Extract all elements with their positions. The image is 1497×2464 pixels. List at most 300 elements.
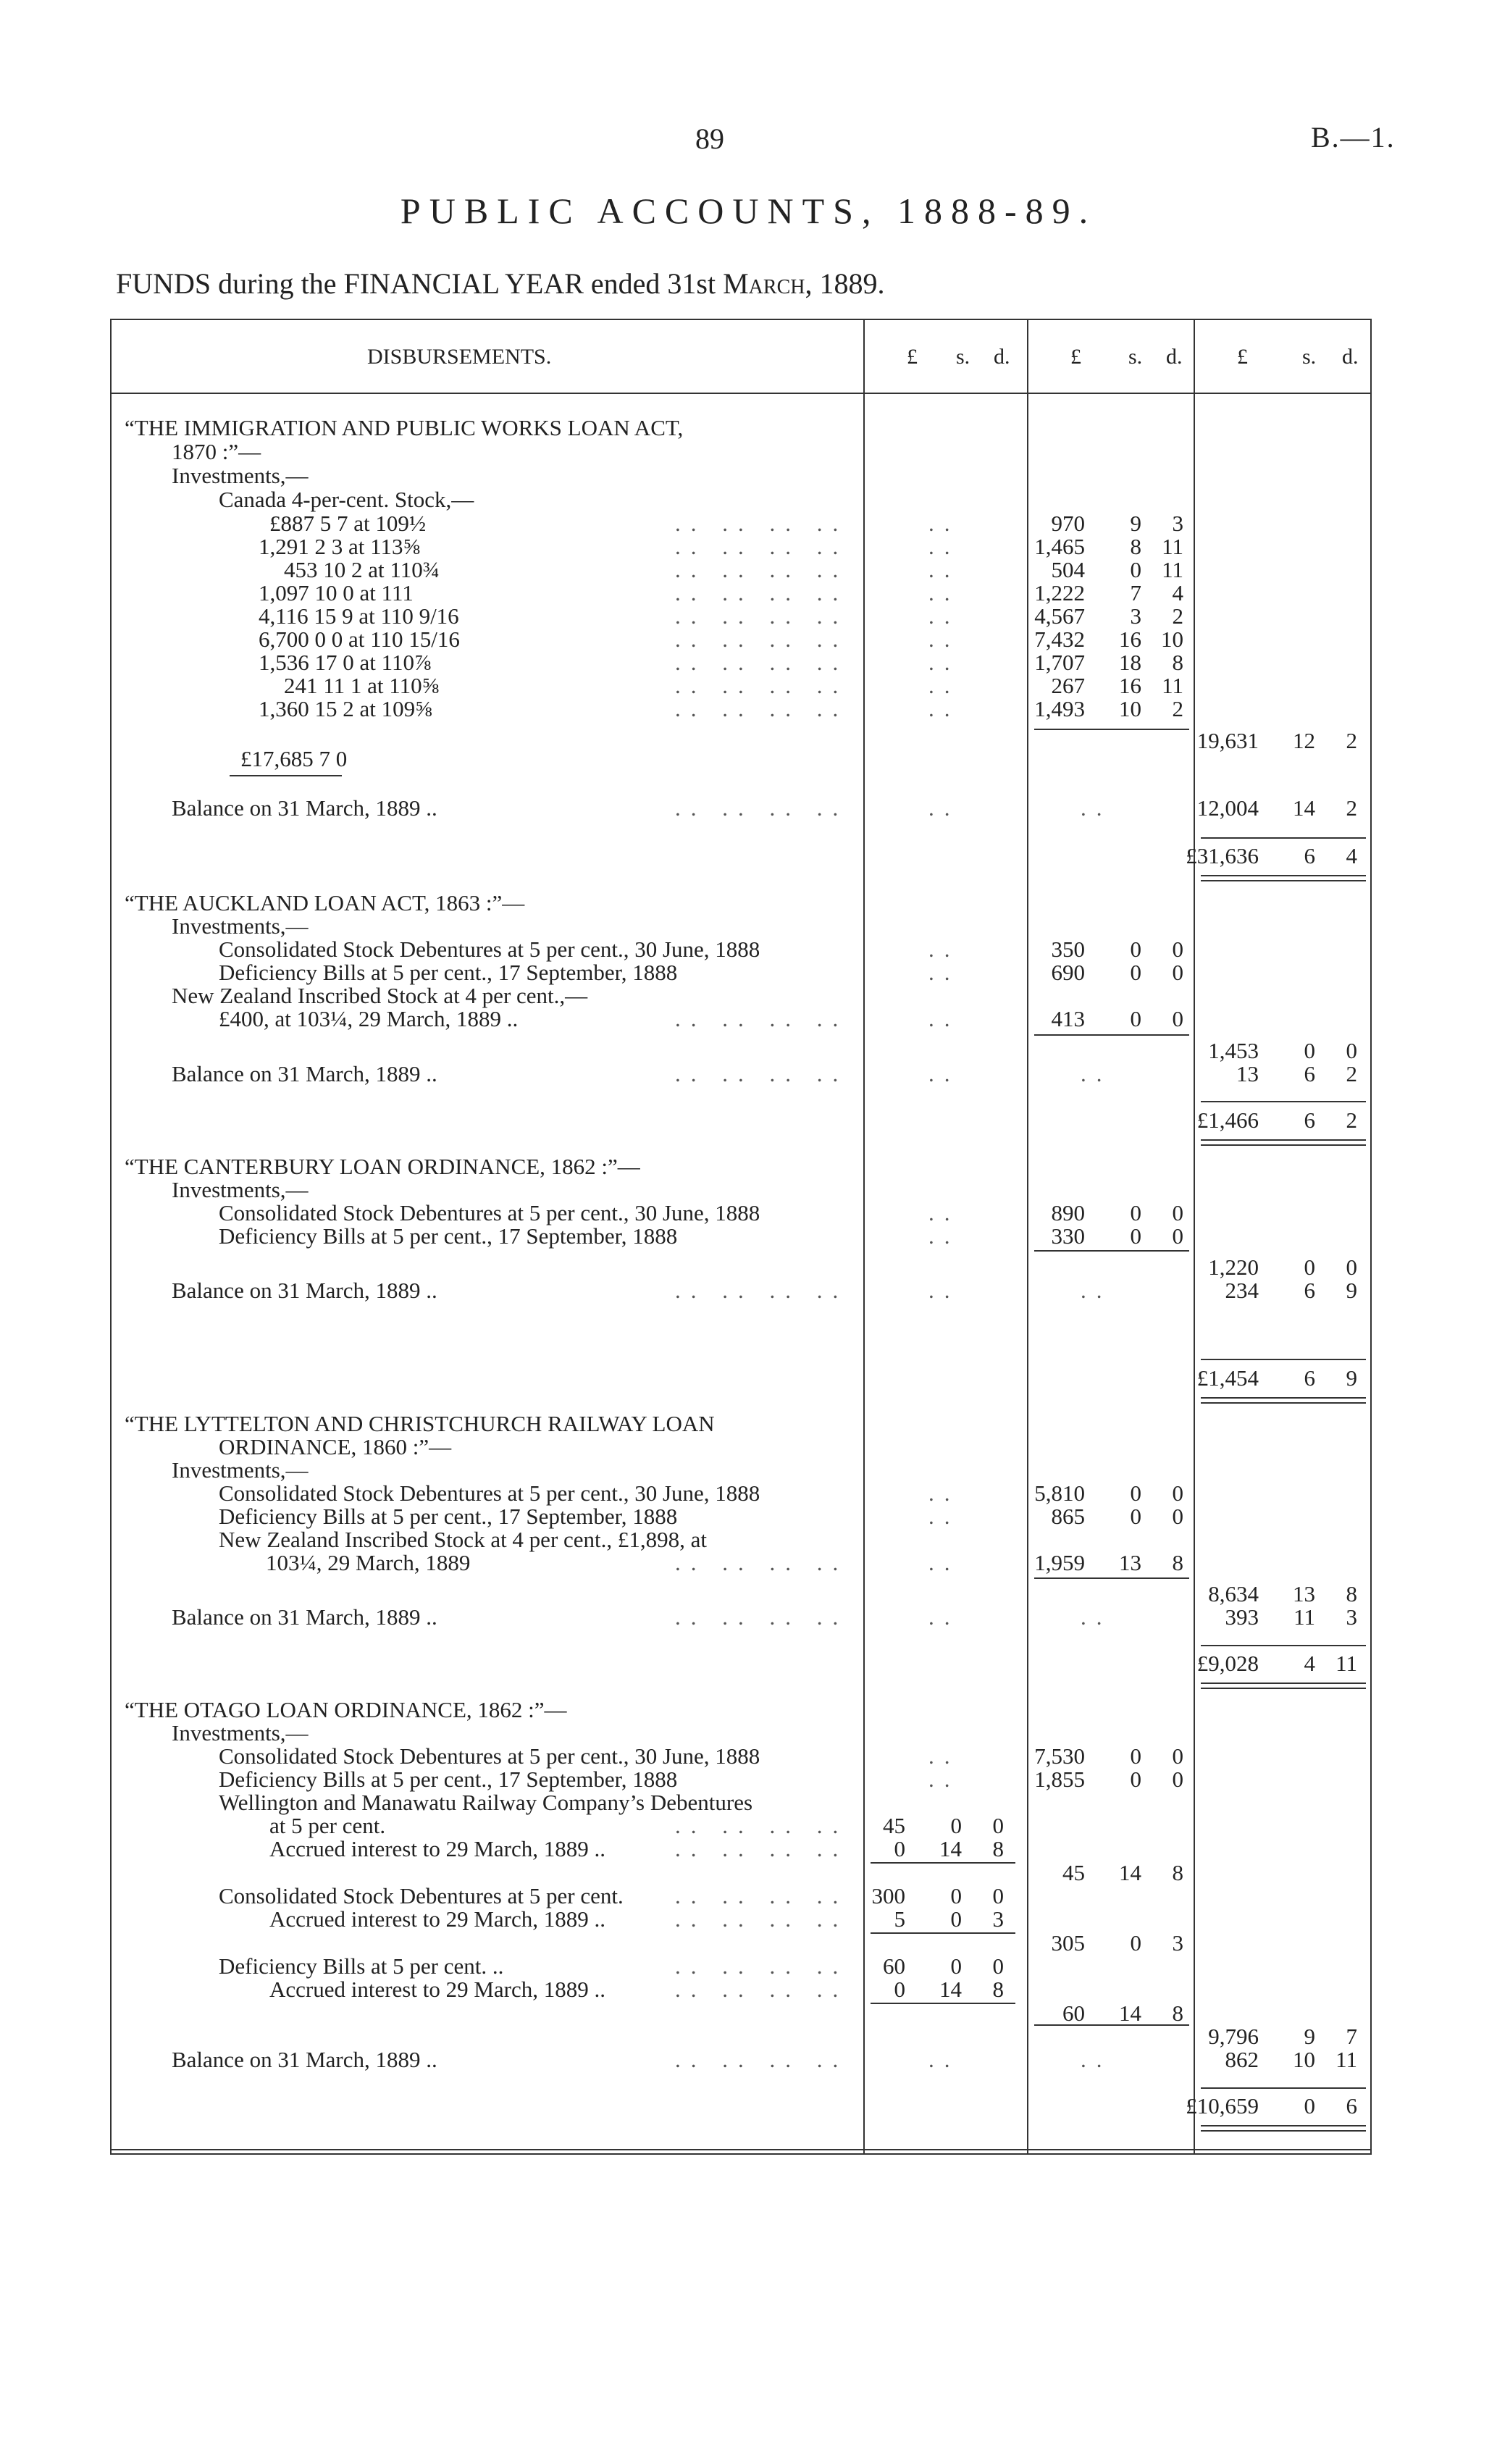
pounds-value: 7,432	[1034, 627, 1085, 652]
leader-dots: .. .. .. ..	[675, 511, 849, 536]
pounds-value: 1,493	[1034, 696, 1085, 721]
pounds-value: 45	[883, 1813, 905, 1838]
row-label: Balance on 31 March, 1889 ..	[172, 1061, 437, 1086]
row-label: 453 10 2 at 110¾	[284, 557, 440, 582]
row-label: “THE AUCKLAND LOAN ACT, 1863 :”—	[125, 890, 525, 915]
leader-dots: ..	[928, 1278, 960, 1303]
shillings-value: 0	[1130, 960, 1141, 985]
leader-dots: .. .. .. ..	[675, 1278, 849, 1303]
table-bottom-rule-double	[110, 2153, 1372, 2155]
disbursements-table	[110, 319, 1372, 2155]
leader-dots: ..	[1081, 795, 1112, 821]
pounds-value: 0	[894, 1977, 905, 2002]
pounds-value: 1,220	[1208, 1254, 1259, 1280]
shillings-value: 0	[1130, 557, 1141, 582]
pounds-value: 1,959	[1034, 1550, 1085, 1575]
leader-dots: .. .. .. ..	[675, 1977, 849, 2002]
shillings-value: 10	[1119, 696, 1141, 721]
table-row	[110, 1583, 1372, 1606]
table-row	[110, 1482, 1372, 1505]
pence-value: 2	[1346, 1107, 1357, 1133]
table-row	[110, 2025, 1372, 2048]
table-row	[110, 845, 1372, 868]
table-row	[110, 2002, 1372, 2025]
pounds-value: 413	[1051, 1006, 1085, 1031]
table-row	[110, 464, 1372, 487]
shillings-value: 6	[1304, 843, 1315, 868]
table-row	[110, 2095, 1372, 2118]
pounds-value: 60	[883, 1953, 905, 1979]
table-row	[110, 582, 1372, 605]
row-label: Investments,—	[172, 1720, 309, 1746]
pence-header: d.	[1166, 345, 1183, 369]
shillings-value: 16	[1119, 673, 1141, 698]
shillings-value: 6	[1304, 1278, 1315, 1303]
pence-value: 2	[1346, 795, 1357, 821]
pence-value: 7	[1346, 2024, 1357, 2049]
pounds-value: 5,810	[1034, 1480, 1085, 1506]
leader-dots: .. .. .. ..	[675, 1550, 849, 1575]
pence-value: 0	[1346, 1254, 1357, 1280]
pence-value: 0	[1172, 1200, 1183, 1225]
table-row	[110, 605, 1372, 628]
pence-value: 0	[1172, 1743, 1183, 1769]
leader-dots: ..	[928, 1767, 960, 1792]
table-row	[110, 416, 1372, 440]
shillings-value: 14	[1293, 795, 1315, 821]
table-row	[110, 535, 1372, 558]
row-label: “THE OTAGO LOAN ORDINANCE, 1862 :”—	[125, 1697, 567, 1722]
leader-dots: ..	[928, 1061, 960, 1086]
row-label: Consolidated Stock Debentures at 5 per cent.	[219, 1883, 624, 1908]
subtitle-month: March	[723, 267, 805, 300]
table-row	[110, 1885, 1372, 1908]
pence-value: 0	[1172, 1480, 1183, 1506]
row-label: at 5 per cent.	[269, 1813, 386, 1838]
leader-dots: ..	[928, 1604, 960, 1630]
table-row	[110, 892, 1372, 915]
leader-dots: .. .. .. ..	[675, 673, 849, 698]
shillings-value: 0	[1130, 1006, 1141, 1031]
leader-dots: .. .. .. ..	[675, 603, 849, 629]
table-row	[110, 1932, 1372, 1955]
row-label: ORDINANCE, 1860 :”—	[219, 1434, 452, 1459]
pence-value: 0	[1172, 1006, 1183, 1031]
total-rule	[1201, 837, 1366, 839]
row-label: Deficiency Bills at 5 per cent., 17 September, 1888	[219, 1223, 678, 1249]
pence-value: 11	[1162, 673, 1183, 698]
leader-dots: ..	[928, 1006, 960, 1031]
subtitle-suffix: , 1889.	[805, 267, 885, 300]
row-label: 1870 :”—	[172, 439, 261, 464]
leader-dots: ..	[928, 1743, 960, 1769]
leader-dots: .. .. .. ..	[675, 1061, 849, 1086]
table-row	[110, 961, 1372, 984]
total-rule	[1201, 2087, 1366, 2089]
leader-dots: .. .. .. ..	[675, 650, 849, 675]
leader-dots: ..	[928, 673, 960, 698]
table-row	[110, 1908, 1372, 1931]
table-row	[110, 1722, 1372, 1745]
table-row	[110, 1178, 1372, 1202]
shillings-value: 7	[1130, 580, 1141, 605]
row-label: Accrued interest to 29 March, 1889 ..	[269, 1906, 606, 1932]
table-row	[110, 1791, 1372, 1814]
row-label: “THE CANTERBURY LOAN ORDINANCE, 1862 :”—	[125, 1154, 640, 1179]
row-label: 1,360 15 2 at 109⅝	[259, 696, 432, 721]
pounds-value: 12,004	[1196, 795, 1259, 821]
pounds-value: 234	[1225, 1278, 1259, 1303]
table-row	[110, 1528, 1372, 1551]
shillings-value: 0	[1304, 2093, 1315, 2119]
row-label: Investments,—	[172, 463, 309, 488]
table-row	[110, 1745, 1372, 1768]
row-label: Deficiency Bills at 5 per cent., 17 September, 1888	[219, 960, 678, 985]
pounds-value: 5	[894, 1906, 905, 1932]
pounds-value: 8,634	[1208, 1581, 1259, 1606]
row-label: “THE IMMIGRATION AND PUBLIC WORKS LOAN ACT,	[125, 415, 684, 440]
pence-value: 4	[1172, 580, 1183, 605]
table-row	[110, 797, 1372, 820]
shillings-value: 0	[1304, 1254, 1315, 1280]
shillings-value: 0	[1130, 1200, 1141, 1225]
page-number: 89	[695, 122, 724, 155]
pounds-value: 300	[871, 1883, 905, 1908]
pounds-value: 1,465	[1034, 534, 1085, 559]
row-label: Accrued interest to 29 March, 1889 ..	[269, 1977, 606, 2002]
pounds-value: £1,466	[1196, 1107, 1259, 1133]
total-double-rule	[1201, 2125, 1366, 2132]
row-label: £400, at 103¼, 29 March, 1889 ..	[219, 1006, 519, 1031]
leader-dots: .. .. .. ..	[675, 1813, 849, 1838]
table-row	[110, 1551, 1372, 1575]
shillings-header: s.	[1302, 345, 1317, 369]
leader-dots: ..	[928, 960, 960, 985]
row-label: Canada 4-per-cent. Stock,—	[219, 487, 474, 512]
pound-header: £	[907, 345, 918, 369]
total-double-rule	[1201, 1683, 1366, 1689]
pence-value: 11	[1335, 1651, 1357, 1676]
total-double-rule	[1201, 1397, 1366, 1404]
pence-value: 8	[992, 1977, 1004, 2002]
pence-value: 2	[1346, 728, 1357, 753]
leader-dots: ..	[928, 936, 960, 962]
table-row	[110, 1814, 1372, 1837]
leader-dots: .. .. .. ..	[675, 1604, 849, 1630]
pounds-value: 970	[1051, 511, 1085, 536]
row-label: 1,097 10 0 at 111	[259, 580, 414, 605]
row-label: £887 5 7 at 109½	[269, 511, 427, 536]
row-label: Deficiency Bills at 5 per cent., 17 September, 1888	[219, 1504, 678, 1529]
table-row	[110, 1861, 1372, 1885]
leader-dots: ..	[1081, 2047, 1112, 2072]
shillings-value: 13	[1119, 1550, 1141, 1575]
pounds-value: £9,028	[1196, 1651, 1259, 1676]
table-row	[110, 1459, 1372, 1482]
total-double-rule	[1201, 1139, 1366, 1146]
header-rule	[110, 393, 1372, 394]
total-rule	[1201, 1359, 1366, 1360]
pence-value: 4	[1346, 843, 1357, 868]
shillings-value: 0	[1130, 1223, 1141, 1249]
row-label: Investments,—	[172, 913, 309, 939]
leader-dots: ..	[928, 1200, 960, 1225]
row-label: Investments,—	[172, 1457, 309, 1483]
row-label: 1,536 17 0 at 110⅞	[259, 650, 432, 675]
shillings-value: 9	[1304, 2024, 1315, 2049]
row-label: Consolidated Stock Debentures at 5 per cent., 30 June, 1888	[219, 1480, 760, 1506]
pence-value: 0	[1346, 1038, 1357, 1063]
row-label: 4,116 15 9 at 110 9/16	[259, 603, 459, 629]
table-row	[110, 747, 1372, 771]
pence-value: 9	[1346, 1365, 1357, 1391]
table-row	[110, 1039, 1372, 1063]
table-row	[110, 440, 1372, 464]
row-label: Balance on 31 March, 1889 ..	[172, 1278, 437, 1303]
pounds-value: 890	[1051, 1200, 1085, 1225]
pence-value: 8	[1172, 650, 1183, 675]
table-row	[110, 1109, 1372, 1132]
pence-value: 0	[992, 1813, 1004, 1838]
row-label: Balance on 31 March, 1889 ..	[172, 795, 437, 821]
leader-dots: .. .. .. ..	[675, 1953, 849, 1979]
pence-value: 6	[1346, 2093, 1357, 2119]
subtitle-prefix: FUNDS during the FINANCIAL YEAR ended 31st	[116, 267, 724, 300]
row-label: Consolidated Stock Debentures at 5 per cent., 30 June, 1888	[219, 1200, 760, 1225]
pence-value: 3	[1346, 1604, 1357, 1630]
shillings-value: 12	[1293, 728, 1315, 753]
row-label: 1,291 2 3 at 113⅝	[259, 534, 420, 559]
pence-header: d.	[994, 345, 1010, 369]
row-label: £17,685 7 0	[240, 746, 348, 771]
pence-value: 2	[1172, 603, 1183, 629]
table-row	[110, 1007, 1372, 1031]
subtotal-rule	[1034, 1577, 1189, 1579]
leader-dots: ..	[928, 603, 960, 629]
leader-dots: .. .. .. ..	[675, 1883, 849, 1908]
row-label: Investments,—	[172, 1177, 309, 1202]
table-row	[110, 1155, 1372, 1178]
pounds-value: 1,855	[1034, 1767, 1085, 1792]
pence-value: 9	[1346, 1278, 1357, 1303]
leader-dots: .. .. .. ..	[675, 534, 849, 559]
pence-value: 8	[992, 1836, 1004, 1861]
table-row	[110, 1256, 1372, 1279]
shillings-value: 0	[1130, 1767, 1141, 1792]
table-row	[110, 628, 1372, 651]
pounds-value: 13	[1236, 1061, 1259, 1086]
page-reference: B.—1.	[1311, 121, 1396, 154]
pounds-value: 267	[1051, 673, 1085, 698]
pounds-value: 9,796	[1208, 2024, 1259, 2049]
pence-value: 0	[992, 1883, 1004, 1908]
pounds-value: £31,636	[1186, 843, 1259, 868]
pence-value: 3	[1172, 1930, 1183, 1956]
leader-dots: ..	[928, 511, 960, 536]
page-title: PUBLIC ACCOUNTS, 1888-89.	[400, 190, 1097, 231]
table-row	[110, 558, 1372, 582]
leader-dots: ..	[1081, 1604, 1112, 1630]
row-label: New Zealand Inscribed Stock at 4 per cent.,—	[172, 983, 588, 1008]
leader-dots: ..	[1081, 1278, 1112, 1303]
pounds-value: 504	[1051, 557, 1085, 582]
pounds-value: £1,454	[1196, 1365, 1259, 1391]
pence-value: 0	[1172, 1223, 1183, 1249]
row-label: 103¼, 29 March, 1889	[266, 1550, 471, 1575]
table-row	[110, 938, 1372, 961]
pounds-value: 60	[1062, 2000, 1085, 2026]
table-row	[110, 1063, 1372, 1086]
shillings-value: 13	[1293, 1581, 1315, 1606]
leader-dots: .. .. .. ..	[675, 2047, 849, 2072]
leader-dots: ..	[928, 696, 960, 721]
table-row	[110, 1652, 1372, 1675]
table-row	[110, 1202, 1372, 1225]
total-double-rule	[1201, 875, 1366, 881]
shillings-value: 14	[1119, 1860, 1141, 1885]
table-row	[110, 2048, 1372, 2071]
table-row	[110, 1837, 1372, 1861]
table-row	[110, 1698, 1372, 1722]
shillings-value: 0	[1130, 1930, 1141, 1956]
leader-dots: ..	[928, 1504, 960, 1529]
shillings-value: 11	[1293, 1604, 1315, 1630]
pounds-value: 1,707	[1034, 650, 1085, 675]
leader-dots: ..	[928, 534, 960, 559]
table-row	[110, 697, 1372, 721]
pound-header: £	[1237, 345, 1248, 369]
pence-value: 0	[1172, 936, 1183, 962]
table-row	[110, 1978, 1372, 2001]
leader-dots: ..	[928, 1550, 960, 1575]
pound-header: £	[1070, 345, 1081, 369]
shillings-header: s.	[1128, 345, 1143, 369]
row-label: Deficiency Bills at 5 per cent., 17 September, 1888	[219, 1767, 678, 1792]
leader-dots: .. .. .. ..	[675, 1006, 849, 1031]
pounds-value: 1,222	[1034, 580, 1085, 605]
table-bottom-rule	[110, 2149, 1372, 2150]
pounds-value: 330	[1051, 1223, 1085, 1249]
pence-value: 11	[1162, 557, 1183, 582]
row-label: Deficiency Bills at 5 per cent. ..	[219, 1953, 504, 1979]
pounds-value: 0	[894, 1836, 905, 1861]
shillings-value: 0	[950, 1883, 962, 1908]
pounds-value: 1,453	[1208, 1038, 1259, 1063]
table-row	[110, 1768, 1372, 1791]
shillings-value: 0	[1130, 936, 1141, 962]
pence-value: 0	[1172, 1504, 1183, 1529]
leader-dots: ..	[928, 2047, 960, 2072]
row-label: Wellington and Manawatu Railway Company’s Debentures	[219, 1790, 753, 1815]
row-label: “THE LYTTELTON AND CHRISTCHURCH RAILWAY LOAN	[125, 1411, 715, 1436]
subtotal-rule	[230, 775, 342, 776]
leader-dots: ..	[1081, 1061, 1112, 1086]
shillings-value: 14	[939, 1836, 962, 1861]
pounds-value: 7,530	[1034, 1743, 1085, 1769]
table-row	[110, 1225, 1372, 1248]
table-row	[110, 1606, 1372, 1629]
shillings-value: 14	[939, 1977, 962, 2002]
pence-value: 2	[1346, 1061, 1357, 1086]
table-row	[110, 1436, 1372, 1459]
table-top-rule	[110, 319, 1372, 320]
pence-value: 8	[1172, 1860, 1183, 1885]
shillings-value: 6	[1304, 1107, 1315, 1133]
pounds-value: 393	[1225, 1604, 1259, 1630]
shillings-value: 6	[1304, 1365, 1315, 1391]
row-label: Balance on 31 March, 1889 ..	[172, 1604, 437, 1630]
leader-dots: .. .. .. ..	[675, 1906, 849, 1932]
leader-dots: .. .. .. ..	[675, 1836, 849, 1861]
shillings-value: 0	[1130, 1480, 1141, 1506]
pence-value: 8	[1346, 1581, 1357, 1606]
row-label: Balance on 31 March, 1889 ..	[172, 2047, 437, 2072]
table-row	[110, 984, 1372, 1007]
leader-dots: .. .. .. ..	[675, 696, 849, 721]
table-row	[110, 915, 1372, 938]
shillings-value: 0	[950, 1906, 962, 1932]
row-label: 6,700 0 0 at 110 15/16	[259, 627, 460, 652]
leader-dots: ..	[928, 557, 960, 582]
leader-dots: ..	[928, 795, 960, 821]
leader-dots: .. .. .. ..	[675, 795, 849, 821]
table-row	[110, 1279, 1372, 1302]
leader-dots: .. .. .. ..	[675, 557, 849, 582]
subtotal-rule	[1034, 1250, 1189, 1252]
table-row	[110, 1505, 1372, 1528]
pounds-value: 865	[1051, 1504, 1085, 1529]
pence-value: 11	[1162, 534, 1183, 559]
pence-header: d.	[1342, 345, 1359, 369]
shillings-header: s.	[956, 345, 970, 369]
table-row	[110, 674, 1372, 697]
shillings-value: 9	[1130, 511, 1141, 536]
leader-dots: ..	[928, 1480, 960, 1506]
shillings-value: 0	[950, 1813, 962, 1838]
shillings-value: 0	[950, 1953, 962, 1979]
shillings-value: 18	[1119, 650, 1141, 675]
row-label: Consolidated Stock Debentures at 5 per cent., 30 June, 1888	[219, 1743, 760, 1769]
table-row	[110, 1412, 1372, 1436]
shillings-value: 3	[1130, 603, 1141, 629]
pence-value: 0	[992, 1953, 1004, 1979]
shillings-value: 14	[1119, 2000, 1141, 2026]
pence-value: 8	[1172, 1550, 1183, 1575]
pence-value: 2	[1172, 696, 1183, 721]
table-row	[110, 488, 1372, 511]
table-row	[110, 512, 1372, 535]
total-rule	[1201, 1101, 1366, 1102]
pounds-value: 45	[1062, 1860, 1085, 1885]
pounds-value: £10,659	[1186, 2093, 1259, 2119]
row-label: New Zealand Inscribed Stock at 4 per cent., £1,898, at	[219, 1527, 708, 1552]
shillings-value: 4	[1304, 1651, 1315, 1676]
shillings-value: 0	[1304, 1038, 1315, 1063]
shillings-value: 0	[1130, 1743, 1141, 1769]
pence-value: 8	[1172, 2000, 1183, 2026]
pence-value: 0	[1172, 1767, 1183, 1792]
shillings-value: 10	[1293, 2047, 1315, 2072]
pounds-value: 4,567	[1034, 603, 1085, 629]
pence-value: 0	[1172, 960, 1183, 985]
pounds-value: 690	[1051, 960, 1085, 985]
row-label: 241 11 1 at 110⅝	[284, 673, 439, 698]
table-row	[110, 651, 1372, 674]
pounds-value: 350	[1051, 936, 1085, 962]
pence-value: 10	[1161, 627, 1183, 652]
pence-value: 3	[992, 1906, 1004, 1932]
pounds-value: 305	[1051, 1930, 1085, 1956]
